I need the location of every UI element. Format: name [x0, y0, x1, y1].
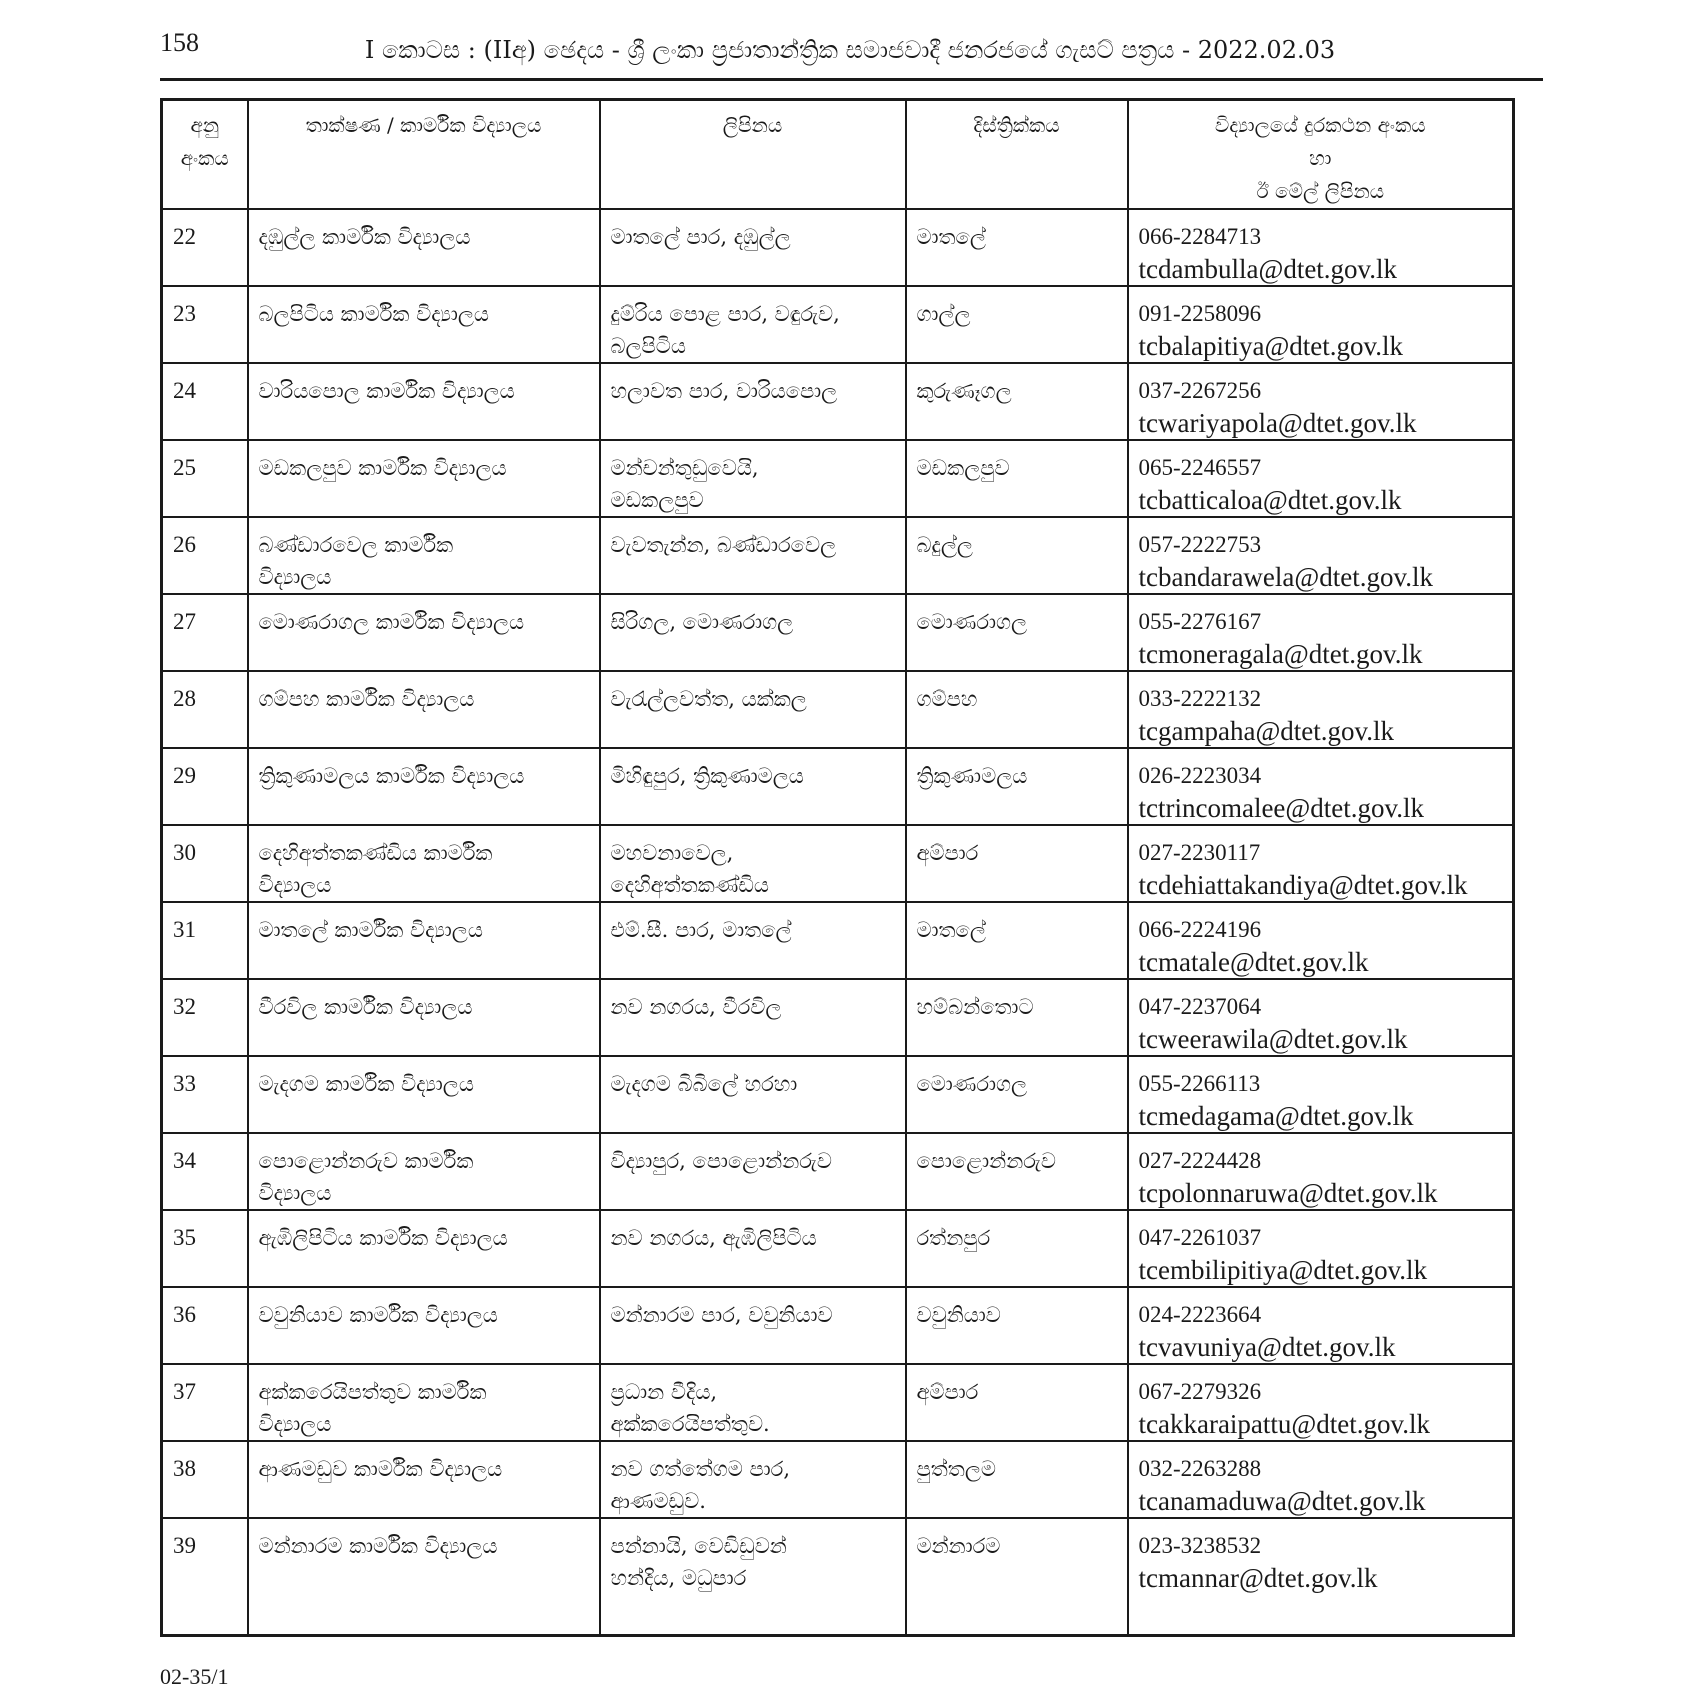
district-cell: හම්බන්තොට [906, 979, 1128, 1056]
email-address: tcvavuniya@dtet.gov.lk [1138, 1332, 1396, 1362]
address-cell: වැවතැන්න, බණ්ඩාරවෙල [600, 517, 906, 594]
college-name-cell: ත්‍රිකුණාමලය කාර්මික විද්‍යාලය [248, 748, 600, 825]
table-row [162, 979, 1514, 1056]
address-cell: මාතලේ පාර, දඹුල්ල [600, 209, 906, 286]
phone-number: 037-2267256 [1138, 378, 1262, 403]
contact-cell [1128, 979, 1514, 1056]
email-address: tcbalapitiya@dtet.gov.lk [1138, 331, 1404, 361]
table-row [162, 1287, 1514, 1364]
address-cell: පන්නායි, වෙඩිඩුවන් හන්දිය, මධුපාර [600, 1518, 906, 1636]
address-cell: විද්‍යාපුර, පොළොන්නරුව [600, 1133, 906, 1210]
address-cell: මහවනාවෙල, දෙහිඅත්තකණ්ඩිය [600, 825, 906, 902]
contact-cell [1128, 1287, 1514, 1364]
serial-number-cell: 23 [162, 286, 248, 363]
contact-cell [1128, 1133, 1514, 1210]
district-cell: පොළොන්නරුව [906, 1133, 1128, 1210]
serial-number-cell: 25 [162, 440, 248, 517]
footer-code: 02-35/1 [160, 1664, 229, 1689]
email-address: tctrincomalee@dtet.gov.lk [1138, 793, 1425, 823]
table-row [162, 363, 1514, 440]
email-address: tcgampaha@dtet.gov.lk [1138, 716, 1395, 746]
serial-number-cell: 26 [162, 517, 248, 594]
contact-cell [1128, 1210, 1514, 1287]
table-body [162, 209, 1514, 1636]
district-cell: අම්පාර [906, 1364, 1128, 1441]
email-address: tcmoneragala@dtet.gov.lk [1138, 639, 1423, 669]
serial-number-cell: 31 [162, 902, 248, 979]
phone-number: 055-2266113 [1138, 1071, 1261, 1096]
phone-number: 047-2261037 [1138, 1225, 1262, 1250]
district-cell: මන්නාරම [906, 1518, 1128, 1636]
phone-number: 027-2230117 [1138, 840, 1261, 865]
table-row [162, 286, 1514, 363]
table-row [162, 1210, 1514, 1287]
email-address: tcbandarawela@dtet.gov.lk [1138, 562, 1433, 592]
district-cell: අම්පාර [906, 825, 1128, 902]
district-cell: ත්‍රිකුණාමලය [906, 748, 1128, 825]
table-row [162, 1441, 1514, 1518]
email-address: tcdehiattakandiya@dtet.gov.lk [1138, 870, 1468, 900]
table-row [162, 517, 1514, 594]
serial-number-cell: 27 [162, 594, 248, 671]
phone-number: 067-2279326 [1138, 1379, 1262, 1404]
table-row [162, 209, 1514, 286]
serial-number-cell: 33 [162, 1056, 248, 1133]
header-contact: විද්‍යාලයේ දුරකථන අංකය හා ඊ මේල් ලිපිනය [1128, 100, 1514, 210]
contact-cell [1128, 1364, 1514, 1441]
contact-cell [1128, 363, 1514, 440]
contact-cell [1128, 748, 1514, 825]
district-cell: මඩකලපුව [906, 440, 1128, 517]
serial-number-cell: 39 [162, 1518, 248, 1636]
contact-cell [1128, 1056, 1514, 1133]
phone-number: 047-2237064 [1138, 994, 1262, 1019]
header-college: තාක්ෂණ / කාර්මික විද්‍යාලය [248, 100, 600, 210]
phone-number: 065-2246557 [1138, 455, 1262, 480]
college-name-cell: දඹුල්ල කාර්මික විද්‍යාලය [248, 209, 600, 286]
table-row [162, 748, 1514, 825]
email-address: tcpolonnaruwa@dtet.gov.lk [1138, 1178, 1438, 1208]
district-cell: වවුනියාව [906, 1287, 1128, 1364]
header-district: දිස්ත්‍රික්කය [906, 100, 1128, 210]
college-name-cell: වීරවිල කාර්මික විද්‍යාලය [248, 979, 600, 1056]
phone-number: 026-2223034 [1138, 763, 1262, 788]
table-row [162, 594, 1514, 671]
address-cell: නව නගරය, ඇඹිලිපිටිය [600, 1210, 906, 1287]
college-name-cell: වාරියපොල කාර්මික විද්‍යාලය [248, 363, 600, 440]
college-name-cell: අක්කරෙයිපත්තුව කාර්මික විද්‍යාලය [248, 1364, 600, 1441]
table-row [162, 1056, 1514, 1133]
email-address: tcakkaraipattu@dtet.gov.lk [1138, 1409, 1431, 1439]
table-row [162, 671, 1514, 748]
contact-cell [1128, 671, 1514, 748]
college-name-cell: ඇඹිලිපිටිය කාර්මික විද්‍යාලය [248, 1210, 600, 1287]
college-name-cell: මාතලේ කාර්මික විද්‍යාලය [248, 902, 600, 979]
phone-number: 027-2224428 [1138, 1148, 1262, 1173]
serial-number-cell: 22 [162, 209, 248, 286]
table-row [162, 902, 1514, 979]
email-address: tcanamaduwa@dtet.gov.lk [1138, 1486, 1426, 1516]
college-name-cell: බලපිටිය කාර්මික විද්‍යාලය [248, 286, 600, 363]
phone-number: 066-2224196 [1138, 917, 1262, 942]
contact-cell [1128, 286, 1514, 363]
college-name-cell: ආණමඩුව කාර්මික විද්‍යාලය [248, 1441, 600, 1518]
table-header-row [162, 100, 1514, 210]
phone-number: 055-2276167 [1138, 609, 1262, 634]
college-name-cell: වවුනියාව කාර්මික විද්‍යාලය [248, 1287, 600, 1364]
district-cell: ගාල්ල [906, 286, 1128, 363]
college-name-cell: ගම්පහ කාර්මික විද්‍යාලය [248, 671, 600, 748]
phone-number: 032-2263288 [1138, 1456, 1262, 1481]
serial-number-cell: 35 [162, 1210, 248, 1287]
college-name-cell: බණ්ඩාරවෙල කාර්මික විද්‍යාලය [248, 517, 600, 594]
address-cell: මන්චන්තුඩුවෙයි, මඩකලපුව [600, 440, 906, 517]
district-cell: කුරුණෑගල [906, 363, 1128, 440]
contact-cell [1128, 209, 1514, 286]
serial-number-cell: 32 [162, 979, 248, 1056]
college-name-cell: දෙහිඅත්තකණ්ඩිය කාර්මික විද්‍යාලය [248, 825, 600, 902]
district-cell: පුත්තලම [906, 1441, 1128, 1518]
district-cell: මොණරාගල [906, 594, 1128, 671]
serial-number-cell: 36 [162, 1287, 248, 1364]
contact-cell [1128, 440, 1514, 517]
serial-number-cell: 37 [162, 1364, 248, 1441]
contact-cell [1128, 517, 1514, 594]
phone-number: 033-2222132 [1138, 686, 1262, 711]
contact-cell [1128, 1441, 1514, 1518]
district-cell: මාතලේ [906, 902, 1128, 979]
table-row [162, 440, 1514, 517]
address-cell: මන්නාරම පාර, වවුනියාව [600, 1287, 906, 1364]
address-cell: නව ගත්තේගම පාර, ආණමඩුව. [600, 1441, 906, 1518]
serial-number-cell: 24 [162, 363, 248, 440]
college-name-cell: මඩකලපුව කාර්මික විද්‍යාලය [248, 440, 600, 517]
address-cell: වැරැල්ලවත්ත, යක්කල [600, 671, 906, 748]
table-row [162, 1133, 1514, 1210]
contact-cell [1128, 825, 1514, 902]
address-cell: මැදගම බිබිලේ හරහා [600, 1056, 906, 1133]
header-address: ලිපිනය [600, 100, 906, 210]
phone-number: 066-2284713 [1138, 224, 1262, 249]
table-row [162, 1518, 1514, 1636]
phone-number: 091-2258096 [1138, 301, 1262, 326]
running-header: I කොටස : (IIඅ) ඡෙදය - ශ්‍රී ලංකා ප්‍රජාතාන්ත්‍රික සමාජවාදී ජනරජයේ ගැසට් පත්‍රය - 2022.02.03 [364, 36, 1336, 64]
email-address: tcmatale@dtet.gov.lk [1138, 947, 1369, 977]
serial-number-cell: 29 [162, 748, 248, 825]
email-address: tcwariyapola@dtet.gov.lk [1138, 408, 1417, 438]
district-cell: රත්නපුර [906, 1210, 1128, 1287]
contact-cell [1128, 594, 1514, 671]
contact-cell [1128, 902, 1514, 979]
email-address: tcembilipitiya@dtet.gov.lk [1138, 1255, 1428, 1285]
college-name-cell: මන්නාරම කාර්මික විද්‍යාලය [248, 1518, 600, 1636]
email-address: tcmedagama@dtet.gov.lk [1138, 1101, 1414, 1131]
table-row [162, 825, 1514, 902]
table-row [162, 1364, 1514, 1441]
address-cell: සිරිගල, මොණරාගල [600, 594, 906, 671]
address-cell: මිහිඳුපුර, ත්‍රිකුණාමලය [600, 748, 906, 825]
serial-number-cell: 38 [162, 1441, 248, 1518]
district-cell: ගම්පහ [906, 671, 1128, 748]
email-address: tcmannar@dtet.gov.lk [1138, 1563, 1378, 1593]
district-cell: මාතලේ [906, 209, 1128, 286]
technical-colleges-table [160, 98, 1515, 1637]
college-name-cell: මොණරාගල කාර්මික විද්‍යාලය [248, 594, 600, 671]
college-name-cell: මැදගම කාර්මික විද්‍යාලය [248, 1056, 600, 1133]
address-cell: දුම්රිය පොළ පාර, වඳුරුව, බලපිටිය [600, 286, 906, 363]
email-address: tcdambulla@dtet.gov.lk [1138, 254, 1398, 284]
header-serial-number: අනු අංකය [162, 100, 248, 210]
serial-number-cell: 30 [162, 825, 248, 902]
email-address: tcbatticaloa@dtet.gov.lk [1138, 485, 1402, 515]
phone-number: 023-3238532 [1138, 1533, 1262, 1558]
address-cell: ප්‍රධාන වීදිය, අක්කරෙයිපත්තුව. [600, 1364, 906, 1441]
phone-number: 057-2222753 [1138, 532, 1262, 557]
district-cell: බදුල්ල [906, 517, 1128, 594]
college-name-cell: පොළොන්නරුව කාර්මික විද්‍යාලය [248, 1133, 600, 1210]
phone-number: 024-2223664 [1138, 1302, 1262, 1327]
header-rule [160, 78, 1543, 81]
contact-cell [1128, 1518, 1514, 1636]
district-cell: මොණරාගල [906, 1056, 1128, 1133]
serial-number-cell: 34 [162, 1133, 248, 1210]
email-address: tcweerawila@dtet.gov.lk [1138, 1024, 1408, 1054]
serial-number-cell: 28 [162, 671, 248, 748]
address-cell: හලාවත පාර, වාරියපොල [600, 363, 906, 440]
page-number: 158 [160, 28, 199, 57]
address-cell: නව නගරය, වීරවිල [600, 979, 906, 1056]
address-cell: එම්.සී. පාර, මාතලේ [600, 902, 906, 979]
